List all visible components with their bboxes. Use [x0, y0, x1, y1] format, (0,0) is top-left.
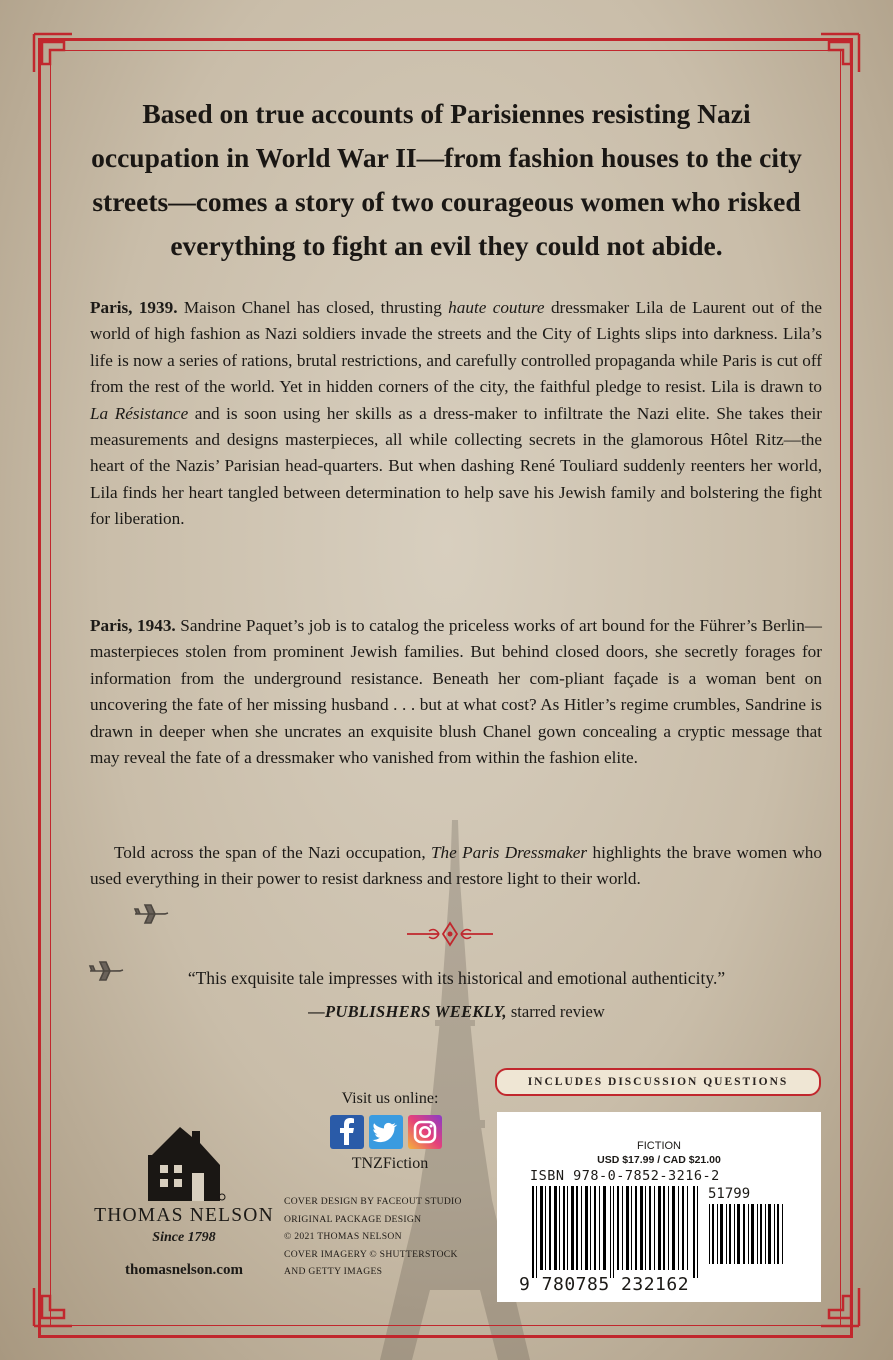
review-attribution	[90, 999, 823, 1025]
addon-barcode-bars	[708, 1204, 784, 1264]
book-title-italic: The Paris Dressmaker	[430, 843, 588, 862]
corner-ornament-top-right	[817, 30, 863, 76]
credit-line: © 2021 THOMAS NELSON	[284, 1231, 402, 1242]
ean-barcode-bars	[530, 1186, 700, 1278]
review-source: —PUBLISHERS WEEKLY,	[308, 1002, 507, 1021]
paragraph-text: highlights the brave women who used everything in their power to resist darkness and restore light to their world.	[90, 843, 822, 889]
paragraph-lead: Paris, 1939.	[90, 298, 178, 317]
barcode-price: USD $17.99 / CAD $21.00	[597, 1154, 721, 1166]
cover-credits	[284, 1193, 484, 1281]
barcode-category: FICTION	[637, 1140, 681, 1152]
italic-term: La Résistance	[90, 403, 189, 423]
credit-line: COVER DESIGN BY FACEOUT STUDIO	[284, 1196, 462, 1207]
thomas-nelson-house-logo	[140, 1125, 226, 1203]
headline-blurb: Based on true accounts of Parisiennes resisting Nazi occupation in World War II—from fashion houses to the city streets—comes a story of two courageous women who risked everything to fight an evil they could not abide.	[91, 98, 802, 261]
credit-line: COVER IMAGERY © SHUTTERSTOCK	[284, 1248, 458, 1260]
corner-ornament-bottom-right	[817, 1284, 863, 1330]
isbn-barcode-panel	[497, 1112, 821, 1302]
paragraph-text: dressmaker Lila de Laurent out of the world of high fashion as Nazi soldiers invade the streets and the City of Lights slips into darkness. Lila’s life is now a series of rations, brutal restrictions, and carefully controlled propaganda while Paris is cut off from the rest of the world. Yet in hidden corners of the city, the faithful pledge to resist. Lila is drawn to	[90, 298, 822, 397]
paragraph-text: Told across the span of the Nazi occupation,	[114, 843, 431, 862]
credit-line: ORIGINAL PACKAGE DESIGN	[284, 1213, 422, 1225]
ornamental-divider-icon	[405, 920, 495, 948]
barcode-number: 9 780785 232162	[519, 1274, 690, 1295]
paragraph-text: Sandrine Paquet’s job is to catalog the priceless works of art bound for the Führer’s Berlin—masterpieces stolen from prominent Jewish families. But behind closed doors, she secretly forages for information from the underground resistance. Beneath her com-pliant façade is a woman bent on uncovering the fate of her missing husband . . . but at what cost? As Hitler’s regime crumbles, Sandrine is drawn in deeper when she uncrates an exquisite blush Chanel gown concealing a cryptic message that may reveal the fate of a dressmaker who vanished from within the fashion elite.	[90, 616, 822, 768]
paragraph-summary	[90, 840, 822, 893]
paragraph-paris-1939	[90, 295, 822, 533]
visit-us-label: Visit us online:	[341, 1090, 439, 1107]
corner-ornament-top-left	[30, 30, 76, 76]
publisher-since: Since 1798	[152, 1230, 216, 1245]
twitter-icon[interactable]	[369, 1115, 403, 1149]
review-note: starred review	[506, 1002, 605, 1021]
publisher-name: THOMAS NELSON	[94, 1205, 274, 1226]
barcode-isbn: ISBN 978-0-7852-3216-2	[530, 1168, 720, 1184]
airplane-icon	[133, 903, 169, 925]
review-quote: “This exquisite tale impresses with its historical and emotional authenticity.”	[187, 968, 726, 988]
credit-line: AND GETTY IMAGES	[284, 1266, 383, 1277]
facebook-icon[interactable]	[330, 1115, 364, 1149]
paragraph-text: and is soon using her skills as a dress-maker to infiltrate the Nazi elite. She takes their measurements and designs masterpieces, all while collecting secrets in the glamorous Hôtel Ritz—the heart of the Nazis’ Parisian head-quarters. But when dashing René Touliard suddenly reenters her world, Lila finds her heart tangled between determination to help save his Jewish family and bolstering the fight for liberation.	[90, 403, 822, 529]
social-handle[interactable]: TNZFiction	[351, 1155, 429, 1172]
discussion-questions-badge: INCLUDES DISCUSSION QUESTIONS	[495, 1068, 821, 1096]
barcode-addon-number: 51799	[708, 1186, 751, 1202]
social-icons	[330, 1115, 445, 1151]
paragraph-text: Maison Chanel has closed, thrusting	[177, 298, 449, 317]
instagram-icon[interactable]	[408, 1115, 442, 1149]
paragraph-lead: Paris, 1943.	[90, 616, 176, 635]
italic-term: haute couture	[448, 298, 545, 317]
paragraph-paris-1943	[90, 613, 822, 771]
publisher-website[interactable]: thomasnelson.com	[125, 1262, 243, 1278]
corner-ornament-bottom-left	[30, 1284, 76, 1330]
